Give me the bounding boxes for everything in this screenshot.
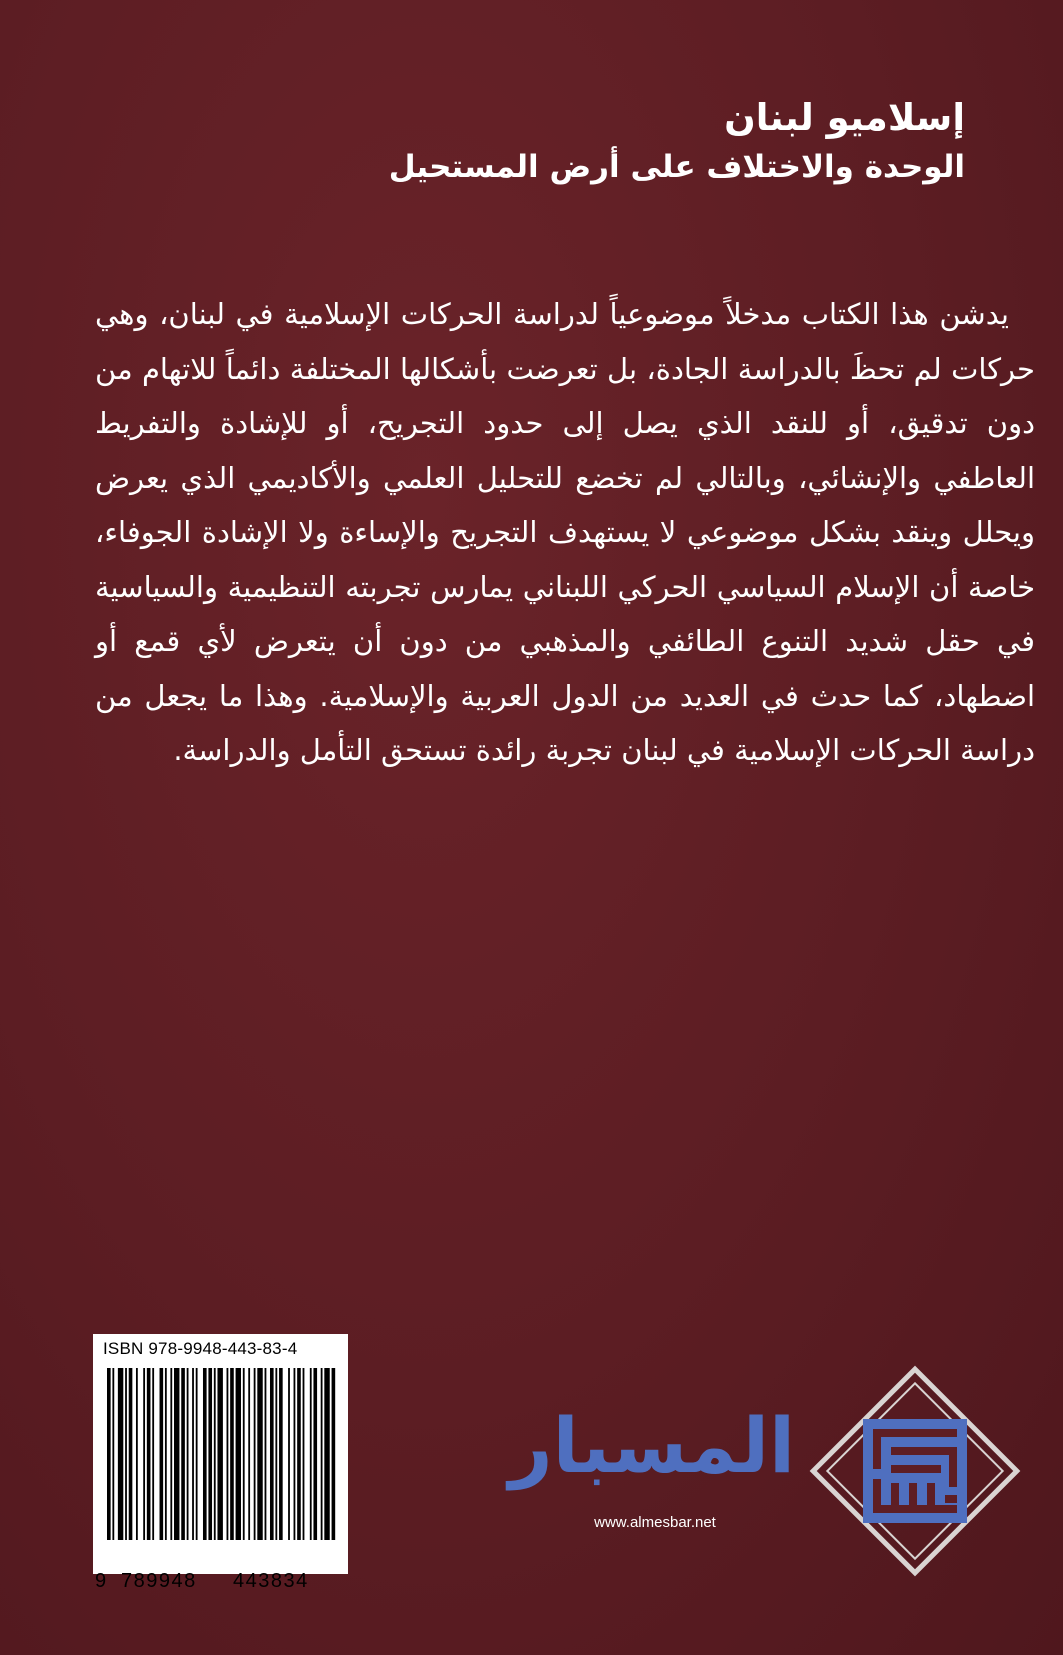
barcode-bar bbox=[257, 1368, 262, 1540]
barcode-bar bbox=[196, 1368, 198, 1540]
barcode-bar bbox=[248, 1368, 250, 1540]
barcode-bar bbox=[275, 1368, 277, 1540]
barcode-bar bbox=[192, 1368, 194, 1540]
barcode-bar bbox=[265, 1368, 267, 1540]
barcode-bar bbox=[243, 1368, 245, 1540]
barcode-bar bbox=[125, 1368, 127, 1540]
barcode-bar bbox=[152, 1368, 154, 1540]
barcode-bar bbox=[297, 1368, 301, 1540]
barcode-bar bbox=[118, 1368, 123, 1540]
barcode-bars bbox=[107, 1368, 337, 1540]
title-block bbox=[105, 92, 965, 190]
barcode-bar bbox=[254, 1368, 256, 1540]
barcode-bar bbox=[313, 1368, 317, 1540]
barcode-bar bbox=[203, 1368, 207, 1540]
barcode-bar bbox=[270, 1368, 274, 1540]
barcode-bar bbox=[129, 1368, 133, 1540]
barcode-bar bbox=[332, 1368, 336, 1540]
barcode-bar bbox=[303, 1368, 305, 1540]
barcode-bar bbox=[214, 1368, 216, 1540]
barcode-bar bbox=[324, 1368, 329, 1540]
barcode-bar bbox=[236, 1368, 241, 1540]
barcode-bar bbox=[294, 1368, 296, 1540]
barcode-digit-group-1: 789948 bbox=[121, 1570, 197, 1592]
barcode-bar bbox=[187, 1368, 189, 1540]
barcode-bar bbox=[107, 1368, 111, 1540]
barcode-bar bbox=[288, 1368, 290, 1540]
barcode-bar bbox=[217, 1368, 222, 1540]
barcode-bar bbox=[174, 1368, 179, 1540]
publisher-website: www.almesbar.net bbox=[594, 1514, 716, 1531]
publisher-name: المسبار bbox=[508, 1401, 796, 1490]
barcode-bar bbox=[170, 1368, 172, 1540]
barcode-bar bbox=[208, 1368, 212, 1540]
isbn-label: ISBN 978-9948-443-83-4 bbox=[103, 1339, 298, 1358]
barcode-bar bbox=[310, 1368, 312, 1540]
barcode-bar bbox=[181, 1368, 185, 1540]
barcode-bar bbox=[165, 1368, 167, 1540]
barcode-bar bbox=[279, 1368, 283, 1540]
barcode-bar bbox=[321, 1368, 323, 1540]
barcode-bar bbox=[143, 1368, 145, 1540]
barcode-bar bbox=[136, 1368, 138, 1540]
barcode-digit-group-2: 443834 bbox=[233, 1570, 309, 1592]
book-title: إسلاميو لبنان bbox=[724, 96, 965, 139]
book-subtitle: الوحدة والاختلاف على أرض المستحيل bbox=[388, 149, 965, 185]
almesbar-logo-icon bbox=[808, 1364, 1022, 1578]
barcode-bar bbox=[227, 1368, 229, 1540]
barcode-bar bbox=[160, 1368, 164, 1540]
barcode-bar bbox=[112, 1368, 114, 1540]
barcode-bar bbox=[230, 1368, 234, 1540]
back-cover-blurb: يدشن هذا الكتاب مدخلاً موضوعياً لدراسة الحركات الإسلامية في لبنان، وهي حركات لم تحظَ بالدراسة الجادة، بل تعرضت بأشكالها المختلفة دائماً للاتهام من دون تدقيق، أو للنقد الذي يصل إلى حدود التجريح، أو للإشادة والتفريط العاطفي والإنشائي، وبالتالي لم تخضع للتحليل العلمي والأكاديمي الذي يعرض ويحلل وينقد بشكل موضوعي لا يستهدف التجريح والإساءة ولا الإشادة الجوفاء، خاصة أن الإسلام السياسي الحركي اللبناني يمارس تجربته التنظيمية والسياسية في حقل شديد التنوع الطائفي والمذهبي من دون أن يتعرض لأي قمع أو اضطهاد، كما حدث في العديد من الدول العربية والإسلامية. وهذا ما يجعل من دراسة الحركات الإسلامية في لبنان تجربة رائدة تستحق التأمل والدراسة. bbox=[95, 297, 1035, 767]
barcode-digit-first: 9 bbox=[95, 1570, 107, 1592]
isbn-barcode bbox=[93, 1334, 348, 1592]
barcode-bar bbox=[147, 1368, 151, 1540]
